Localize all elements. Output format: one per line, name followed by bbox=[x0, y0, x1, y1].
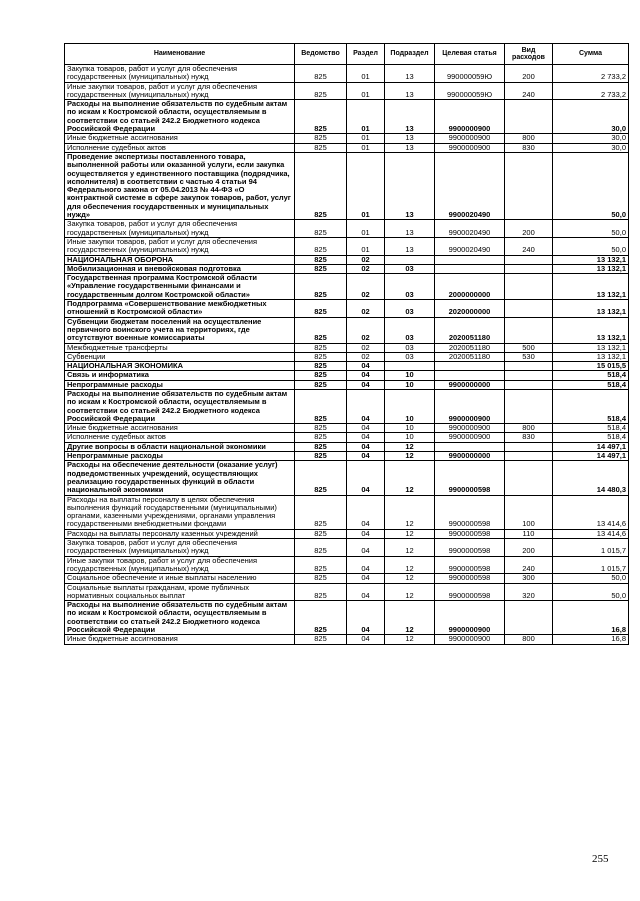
table-row bbox=[65, 442, 629, 451]
cell-section: 01 bbox=[347, 134, 385, 143]
table-row bbox=[65, 380, 629, 389]
cell-expense-type: 240 bbox=[505, 556, 553, 574]
column-header-department: Ведомство bbox=[295, 44, 347, 65]
cell-target-article: 9900000900 bbox=[435, 134, 505, 143]
cell-target-article: 2000000000 bbox=[435, 274, 505, 300]
cell-target-article: 9900000900 bbox=[435, 100, 505, 134]
table-row bbox=[65, 601, 629, 635]
cell-section: 04 bbox=[347, 574, 385, 583]
cell-subsection: 12 bbox=[385, 574, 435, 583]
cell-section: 04 bbox=[347, 371, 385, 380]
cell-name: Государственная программа Костромской области «Управление государственными финансами и государственным долгом Костромской области» bbox=[65, 274, 295, 300]
cell-name: Расходы на выплаты персоналу казенных учреждений bbox=[65, 529, 295, 538]
cell-target-article: 9900000900 bbox=[435, 389, 505, 423]
column-header-section: Раздел bbox=[347, 44, 385, 65]
cell-amount: 13 132,1 bbox=[553, 343, 629, 352]
cell-name: Иные закупки товаров, работ и услуг для обеспечения государственных (муниципальных) нужд bbox=[65, 237, 295, 255]
cell-target-article: 990000059Ю bbox=[435, 82, 505, 100]
cell-department: 825 bbox=[295, 220, 347, 238]
cell-target-article: 2020051180 bbox=[435, 352, 505, 361]
cell-amount: 13 132,1 bbox=[553, 352, 629, 361]
table-body bbox=[65, 65, 629, 645]
cell-amount: 16,8 bbox=[553, 601, 629, 635]
cell-name: Расходы на выплаты персоналу в целях обеспечения выполнения функций государственными (муниципальными) органами, казенными учреждениями, органами управления государственными внебюджетными фондами bbox=[65, 495, 295, 529]
cell-name: НАЦИОНАЛЬНАЯ ЭКОНОМИКА bbox=[65, 362, 295, 371]
cell-subsection: 10 bbox=[385, 380, 435, 389]
cell-target-article: 9900000900 bbox=[435, 143, 505, 152]
cell-name: Другие вопросы в области национальной экономики bbox=[65, 442, 295, 451]
cell-subsection: 13 bbox=[385, 220, 435, 238]
cell-subsection: 03 bbox=[385, 274, 435, 300]
cell-name: Непрограммные расходы bbox=[65, 452, 295, 461]
table-row bbox=[65, 635, 629, 644]
cell-name: Иные закупки товаров, работ и услуг для обеспечения государственных (муниципальных) нужд bbox=[65, 556, 295, 574]
cell-expense-type: 200 bbox=[505, 65, 553, 83]
cell-target-article bbox=[435, 255, 505, 264]
cell-target-article: 9900000598 bbox=[435, 539, 505, 557]
table-row bbox=[65, 134, 629, 143]
cell-expense-type: 320 bbox=[505, 583, 553, 601]
cell-expense-type: 530 bbox=[505, 352, 553, 361]
cell-amount: 13 132,1 bbox=[553, 317, 629, 343]
cell-name: Иные закупки товаров, работ и услуг для обеспечения государственных (муниципальных) нужд bbox=[65, 82, 295, 100]
cell-department: 825 bbox=[295, 274, 347, 300]
cell-department: 825 bbox=[295, 539, 347, 557]
cell-amount: 13 414,6 bbox=[553, 495, 629, 529]
cell-section: 04 bbox=[347, 583, 385, 601]
cell-name: Социальное обеспечение и иные выплаты населению bbox=[65, 574, 295, 583]
cell-expense-type: 830 bbox=[505, 433, 553, 442]
table-row bbox=[65, 529, 629, 538]
cell-department: 825 bbox=[295, 389, 347, 423]
cell-name: Подпрограмма «Совершенствование межбюджетных отношений в Костромской области» bbox=[65, 300, 295, 318]
cell-amount: 2 733,2 bbox=[553, 65, 629, 83]
cell-department: 825 bbox=[295, 433, 347, 442]
column-header-expense-type: Вид расходов bbox=[505, 44, 553, 65]
cell-name: Расходы на выполнение обязательств по судебным актам по искам к Костромской области, осуществляемым в соответствии со статьей 242.2 Бюджетного кодекса Российской Федерации bbox=[65, 389, 295, 423]
cell-subsection: 12 bbox=[385, 461, 435, 495]
cell-expense-type bbox=[505, 452, 553, 461]
cell-department: 825 bbox=[295, 343, 347, 352]
cell-department: 825 bbox=[295, 317, 347, 343]
cell-name: Мобилизационная и вневойсковая подготовка bbox=[65, 264, 295, 273]
cell-expense-type bbox=[505, 274, 553, 300]
cell-target-article: 9900000000 bbox=[435, 452, 505, 461]
cell-subsection: 03 bbox=[385, 264, 435, 273]
table-row bbox=[65, 539, 629, 557]
cell-subsection: 10 bbox=[385, 424, 435, 433]
cell-subsection: 10 bbox=[385, 371, 435, 380]
cell-expense-type bbox=[505, 601, 553, 635]
table-row bbox=[65, 300, 629, 318]
cell-target-article: 9900000598 bbox=[435, 529, 505, 538]
cell-target-article bbox=[435, 362, 505, 371]
cell-name: Иные бюджетные ассигнования bbox=[65, 134, 295, 143]
cell-amount: 50,0 bbox=[553, 152, 629, 219]
cell-amount: 50,0 bbox=[553, 574, 629, 583]
cell-name: Субвенции bbox=[65, 352, 295, 361]
budget-table bbox=[64, 43, 629, 645]
cell-section: 01 bbox=[347, 82, 385, 100]
cell-expense-type bbox=[505, 461, 553, 495]
cell-department: 825 bbox=[295, 371, 347, 380]
cell-expense-type: 500 bbox=[505, 343, 553, 352]
cell-subsection: 13 bbox=[385, 143, 435, 152]
cell-expense-type: 200 bbox=[505, 220, 553, 238]
cell-subsection: 03 bbox=[385, 317, 435, 343]
cell-section: 04 bbox=[347, 389, 385, 423]
cell-department: 825 bbox=[295, 255, 347, 264]
cell-department: 825 bbox=[295, 583, 347, 601]
cell-amount: 13 132,1 bbox=[553, 255, 629, 264]
table-row bbox=[65, 452, 629, 461]
cell-amount: 50,0 bbox=[553, 220, 629, 238]
column-header-amount: Сумма bbox=[553, 44, 629, 65]
cell-section: 04 bbox=[347, 461, 385, 495]
cell-section: 02 bbox=[347, 274, 385, 300]
cell-subsection: 03 bbox=[385, 343, 435, 352]
cell-name: Социальные выплаты гражданам, кроме публичных нормативных социальных выплат bbox=[65, 583, 295, 601]
cell-section: 01 bbox=[347, 100, 385, 134]
cell-amount: 2 733,2 bbox=[553, 82, 629, 100]
cell-subsection: 13 bbox=[385, 152, 435, 219]
cell-subsection: 12 bbox=[385, 601, 435, 635]
cell-amount: 14 480,3 bbox=[553, 461, 629, 495]
cell-subsection: 12 bbox=[385, 442, 435, 451]
cell-department: 825 bbox=[295, 556, 347, 574]
cell-target-article: 9900000598 bbox=[435, 574, 505, 583]
cell-target-article: 2020000000 bbox=[435, 300, 505, 318]
cell-department: 825 bbox=[295, 635, 347, 644]
table-row bbox=[65, 495, 629, 529]
cell-expense-type bbox=[505, 255, 553, 264]
cell-name: Иные бюджетные ассигнования bbox=[65, 635, 295, 644]
cell-name: Исполнение судебных актов bbox=[65, 143, 295, 152]
cell-expense-type: 830 bbox=[505, 143, 553, 152]
table-row bbox=[65, 255, 629, 264]
cell-section: 04 bbox=[347, 635, 385, 644]
cell-target-article: 9900000900 bbox=[435, 424, 505, 433]
cell-name: Иные бюджетные ассигнования bbox=[65, 424, 295, 433]
cell-department: 825 bbox=[295, 300, 347, 318]
cell-section: 04 bbox=[347, 452, 385, 461]
cell-expense-type bbox=[505, 317, 553, 343]
cell-target-article: 9900000900 bbox=[435, 601, 505, 635]
cell-amount: 1 015,7 bbox=[553, 556, 629, 574]
cell-target-article: 9900000598 bbox=[435, 583, 505, 601]
cell-amount: 518,4 bbox=[553, 424, 629, 433]
cell-section: 02 bbox=[347, 264, 385, 273]
cell-expense-type: 200 bbox=[505, 539, 553, 557]
cell-expense-type bbox=[505, 371, 553, 380]
cell-subsection: 12 bbox=[385, 529, 435, 538]
cell-amount: 13 132,1 bbox=[553, 274, 629, 300]
cell-amount: 14 497,1 bbox=[553, 442, 629, 451]
cell-name: Субвенции бюджетам поселений на осуществление первичного воинского учета на территориях, где отсутствуют военные комиссариаты bbox=[65, 317, 295, 343]
cell-department: 825 bbox=[295, 461, 347, 495]
cell-department: 825 bbox=[295, 82, 347, 100]
cell-target-article: 990000059Ю bbox=[435, 65, 505, 83]
table-row bbox=[65, 264, 629, 273]
cell-section: 04 bbox=[347, 556, 385, 574]
table-row bbox=[65, 352, 629, 361]
table-row bbox=[65, 433, 629, 442]
cell-subsection: 12 bbox=[385, 539, 435, 557]
cell-name: Непрограммные расходы bbox=[65, 380, 295, 389]
cell-department: 825 bbox=[295, 352, 347, 361]
cell-department: 825 bbox=[295, 100, 347, 134]
cell-section: 04 bbox=[347, 433, 385, 442]
cell-expense-type: 800 bbox=[505, 134, 553, 143]
table-row bbox=[65, 82, 629, 100]
cell-subsection bbox=[385, 255, 435, 264]
cell-target-article: 9900020490 bbox=[435, 220, 505, 238]
table-row bbox=[65, 220, 629, 238]
cell-name: Связь и информатика bbox=[65, 371, 295, 380]
cell-amount: 30,0 bbox=[553, 134, 629, 143]
column-header-name: Наименование bbox=[65, 44, 295, 65]
cell-amount: 30,0 bbox=[553, 143, 629, 152]
cell-target-article bbox=[435, 264, 505, 273]
cell-target-article: 9900000000 bbox=[435, 380, 505, 389]
cell-amount: 14 497,1 bbox=[553, 452, 629, 461]
cell-expense-type: 800 bbox=[505, 635, 553, 644]
cell-target-article bbox=[435, 442, 505, 451]
cell-section: 04 bbox=[347, 362, 385, 371]
cell-name: Межбюджетные трансферты bbox=[65, 343, 295, 352]
cell-section: 04 bbox=[347, 495, 385, 529]
cell-subsection: 10 bbox=[385, 389, 435, 423]
cell-section: 04 bbox=[347, 529, 385, 538]
cell-department: 825 bbox=[295, 452, 347, 461]
cell-expense-type bbox=[505, 362, 553, 371]
cell-department: 825 bbox=[295, 362, 347, 371]
cell-amount: 13 132,1 bbox=[553, 264, 629, 273]
table-row bbox=[65, 274, 629, 300]
cell-section: 02 bbox=[347, 317, 385, 343]
cell-amount: 50,0 bbox=[553, 237, 629, 255]
cell-subsection: 13 bbox=[385, 134, 435, 143]
cell-target-article: 9900020490 bbox=[435, 152, 505, 219]
cell-amount: 16,8 bbox=[553, 635, 629, 644]
cell-department: 825 bbox=[295, 65, 347, 83]
cell-department: 825 bbox=[295, 574, 347, 583]
cell-name: Закупка товаров, работ и услуг для обеспечения государственных (муниципальных) нужд bbox=[65, 539, 295, 557]
cell-section: 04 bbox=[347, 424, 385, 433]
cell-subsection: 13 bbox=[385, 100, 435, 134]
cell-amount: 518,4 bbox=[553, 371, 629, 380]
cell-section: 04 bbox=[347, 539, 385, 557]
cell-amount: 13 132,1 bbox=[553, 300, 629, 318]
cell-subsection: 03 bbox=[385, 300, 435, 318]
cell-expense-type: 110 bbox=[505, 529, 553, 538]
cell-department: 825 bbox=[295, 134, 347, 143]
cell-name: Закупка товаров, работ и услуг для обеспечения государственных (муниципальных) нужд bbox=[65, 220, 295, 238]
cell-department: 825 bbox=[295, 424, 347, 433]
cell-section: 01 bbox=[347, 65, 385, 83]
cell-department: 825 bbox=[295, 529, 347, 538]
column-header-subsection: Подраздел bbox=[385, 44, 435, 65]
cell-department: 825 bbox=[295, 601, 347, 635]
table-row bbox=[65, 143, 629, 152]
table-row bbox=[65, 574, 629, 583]
cell-amount: 518,4 bbox=[553, 389, 629, 423]
cell-section: 02 bbox=[347, 255, 385, 264]
cell-amount: 50,0 bbox=[553, 583, 629, 601]
cell-department: 825 bbox=[295, 380, 347, 389]
cell-amount: 1 015,7 bbox=[553, 539, 629, 557]
cell-amount: 518,4 bbox=[553, 433, 629, 442]
cell-section: 02 bbox=[347, 300, 385, 318]
cell-target-article: 9900000598 bbox=[435, 495, 505, 529]
cell-name: Закупка товаров, работ и услуг для обеспечения государственных (муниципальных) нужд bbox=[65, 65, 295, 83]
table-row bbox=[65, 100, 629, 134]
cell-subsection: 10 bbox=[385, 433, 435, 442]
cell-section: 02 bbox=[347, 352, 385, 361]
cell-target-article: 9900000598 bbox=[435, 461, 505, 495]
cell-subsection: 12 bbox=[385, 635, 435, 644]
cell-section: 04 bbox=[347, 442, 385, 451]
table-row bbox=[65, 152, 629, 219]
cell-name: Расходы на обеспечение деятельности (оказание услуг) подведомственных учреждений, осуществляющих реализацию государственных функций в области национальной экономики bbox=[65, 461, 295, 495]
cell-expense-type: 300 bbox=[505, 574, 553, 583]
table-row bbox=[65, 317, 629, 343]
cell-expense-type bbox=[505, 264, 553, 273]
cell-section: 02 bbox=[347, 343, 385, 352]
cell-name: Расходы на выполнение обязательств по судебным актам по искам к Костромской области, осуществляемым в соответствии со статьей 242.2 Бюджетного кодекса Российской Федерации bbox=[65, 100, 295, 134]
cell-department: 825 bbox=[295, 237, 347, 255]
table-header-row bbox=[65, 44, 629, 65]
cell-section: 01 bbox=[347, 220, 385, 238]
cell-subsection: 03 bbox=[385, 352, 435, 361]
cell-department: 825 bbox=[295, 495, 347, 529]
table-row bbox=[65, 461, 629, 495]
cell-expense-type: 800 bbox=[505, 424, 553, 433]
cell-section: 01 bbox=[347, 152, 385, 219]
table-row bbox=[65, 389, 629, 423]
cell-target-article: 9900020490 bbox=[435, 237, 505, 255]
cell-expense-type bbox=[505, 152, 553, 219]
cell-expense-type bbox=[505, 389, 553, 423]
cell-expense-type bbox=[505, 380, 553, 389]
cell-target-article: 9900000598 bbox=[435, 556, 505, 574]
table-row bbox=[65, 343, 629, 352]
cell-subsection: 12 bbox=[385, 495, 435, 529]
cell-expense-type bbox=[505, 300, 553, 318]
table-row bbox=[65, 65, 629, 83]
page-number: 255 bbox=[592, 853, 609, 865]
cell-name: Исполнение судебных актов bbox=[65, 433, 295, 442]
cell-subsection bbox=[385, 362, 435, 371]
cell-section: 04 bbox=[347, 601, 385, 635]
cell-subsection: 13 bbox=[385, 82, 435, 100]
table-row bbox=[65, 424, 629, 433]
cell-name: Проведение экспертизы поставленного товара, выполненной работы или оказанной услуги, если закупка осуществляется у единственного поставщика (подрядчика, исполнителя) в соответствии с частью 4 статьи 94 Федерального закона от 05.04.2013 № 44-ФЗ «О контрактной системе в сфере закупок товаров, работ, услуг для обеспечения государственных и муниципальных нужд» bbox=[65, 152, 295, 219]
cell-target-article bbox=[435, 371, 505, 380]
cell-subsection: 13 bbox=[385, 65, 435, 83]
cell-section: 04 bbox=[347, 380, 385, 389]
cell-amount: 15 015,5 bbox=[553, 362, 629, 371]
cell-department: 825 bbox=[295, 152, 347, 219]
table-row bbox=[65, 371, 629, 380]
cell-section: 01 bbox=[347, 237, 385, 255]
cell-department: 825 bbox=[295, 143, 347, 152]
table-row bbox=[65, 556, 629, 574]
cell-target-article: 9900000900 bbox=[435, 433, 505, 442]
cell-expense-type bbox=[505, 442, 553, 451]
cell-department: 825 bbox=[295, 442, 347, 451]
cell-target-article: 2020051180 bbox=[435, 317, 505, 343]
table-row bbox=[65, 583, 629, 601]
cell-target-article: 2020051180 bbox=[435, 343, 505, 352]
table-row bbox=[65, 237, 629, 255]
cell-expense-type: 240 bbox=[505, 82, 553, 100]
cell-target-article: 9900000900 bbox=[435, 635, 505, 644]
column-header-target-article: Целевая статья bbox=[435, 44, 505, 65]
cell-name: Расходы на выполнение обязательств по судебным актам по искам к Костромской области, осуществляемым в соответствии со статьей 242.2 Бюджетного кодекса Российской Федерации bbox=[65, 601, 295, 635]
cell-subsection: 12 bbox=[385, 556, 435, 574]
cell-amount: 13 414,6 bbox=[553, 529, 629, 538]
cell-name: НАЦИОНАЛЬНАЯ ОБОРОНА bbox=[65, 255, 295, 264]
cell-subsection: 13 bbox=[385, 237, 435, 255]
cell-expense-type: 100 bbox=[505, 495, 553, 529]
cell-amount: 518,4 bbox=[553, 380, 629, 389]
cell-subsection: 12 bbox=[385, 452, 435, 461]
cell-amount: 30,0 bbox=[553, 100, 629, 134]
cell-expense-type: 240 bbox=[505, 237, 553, 255]
cell-expense-type bbox=[505, 100, 553, 134]
cell-section: 01 bbox=[347, 143, 385, 152]
table-row bbox=[65, 362, 629, 371]
cell-department: 825 bbox=[295, 264, 347, 273]
cell-subsection: 12 bbox=[385, 583, 435, 601]
